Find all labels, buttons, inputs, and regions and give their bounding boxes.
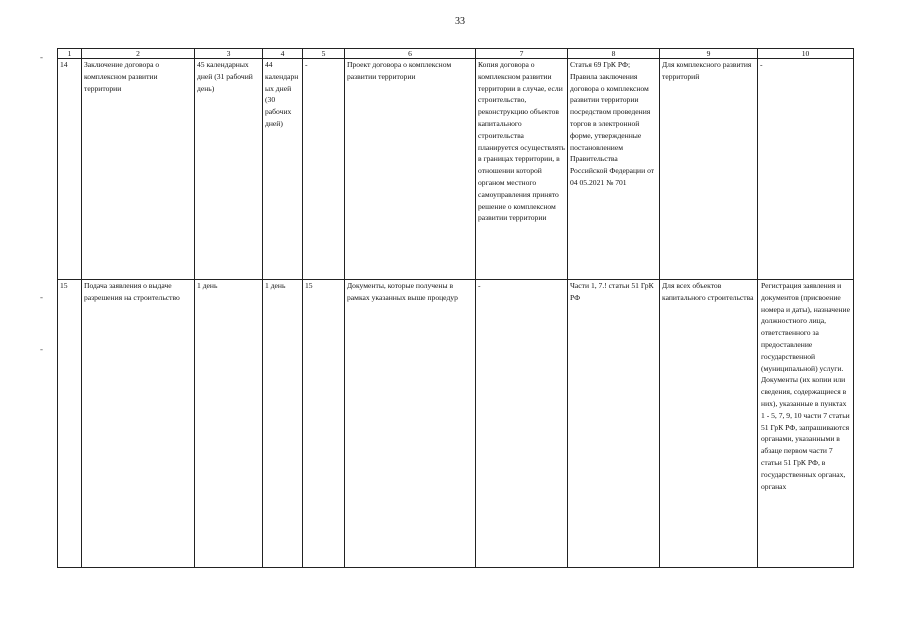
procedures-table: [57, 48, 854, 568]
page-number: 33: [455, 16, 465, 27]
legal-basis-cell: Статья 69 ГрК РФ; Правила заключения договора о комплексном развитии территории посредством проведения торгов в электронной форме, утвержденные постановлением Правительства Российской Федерации от 04 05.2021 № 701: [568, 59, 660, 280]
column-header: 7: [476, 49, 568, 59]
result-documents-cell: Копия договора о комплексном развитии территории в случае, если строительство, реконструкцию объектов капитального строительства планируется осуществлять в границах территории, в отношении которой органом местного самоуправления принято решение о комплексном развитии территории: [476, 59, 568, 280]
column-header: 9: [660, 49, 758, 59]
column-header: 4: [263, 49, 303, 59]
applicability-cell: Для комплексного развития территорий: [660, 59, 758, 280]
column-header: 1: [58, 49, 82, 59]
row-number-cell: 15: [58, 280, 82, 568]
procedure-name-cell: Подача заявления о выдаче разрешения на строительство: [82, 280, 195, 568]
max-duration-cell: 45 календарных дней (31 рабочий день): [195, 59, 263, 280]
duration-cell: 1 день: [263, 280, 303, 568]
column-header: 3: [195, 49, 263, 59]
column-header: 6: [345, 49, 476, 59]
legal-basis-cell: Части 1, 7.! статьи 51 ГрК РФ: [568, 280, 660, 568]
header-row: [58, 49, 854, 59]
reference-cell: -: [303, 59, 345, 280]
column-header: 5: [303, 49, 345, 59]
row-number-cell: 14: [58, 59, 82, 280]
column-header: 8: [568, 49, 660, 59]
input-documents-cell: Проект договора о комплексном развитии территории: [345, 59, 476, 280]
margin-mark: -: [40, 344, 43, 354]
applicability-cell: Для всех объектов капитального строительства: [660, 280, 758, 568]
margin-mark: -: [40, 52, 43, 62]
notes-cell: -: [758, 59, 854, 280]
table-row: [58, 280, 854, 568]
max-duration-cell: 1 день: [195, 280, 263, 568]
column-header: 10: [758, 49, 854, 59]
input-documents-cell: Документы, которые получены в рамках указанных выше процедур: [345, 280, 476, 568]
notes-cell: Регистрация заявления и документов (присвоение номера и даты), назначение должностного лица, ответственного за предоставление государственной (муниципальной) услуги. Документы (их копии или сведения, содержащиеся в них), указанные в пунктах 1 - 5, 7, 9, 10 части 7 статьи 51 ГрК РФ, запрашиваются органами, указанными в абзаце первом части 7 статьи 51 ГрК РФ, в государственных органах, органах: [758, 280, 854, 568]
reference-cell: 15: [303, 280, 345, 568]
margin-mark: -: [40, 292, 43, 302]
duration-cell: 44 календарных дней (30 рабочих дней): [263, 59, 303, 280]
column-header: 2: [82, 49, 195, 59]
result-documents-cell: -: [476, 280, 568, 568]
procedure-name-cell: Заключение договора о комплексном развитии территории: [82, 59, 195, 280]
table-row: [58, 59, 854, 280]
